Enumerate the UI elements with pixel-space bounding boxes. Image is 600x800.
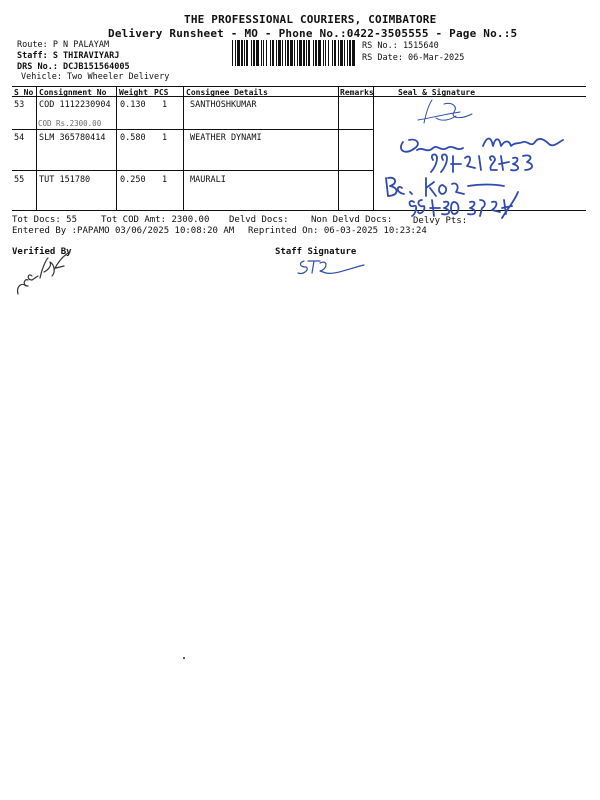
delivered-docs: Delvd Docs:: [229, 215, 289, 225]
total-cod-amount: Tot COD Amt: 2300.00: [101, 215, 210, 225]
header-consignment: Consignment No: [39, 88, 107, 97]
signature-row-53: [400, 96, 500, 130]
row-consignment: TUT 151780: [39, 175, 91, 185]
delivery-points: Delvy Pts:: [413, 216, 468, 226]
row-pcs: 1: [162, 100, 168, 110]
header-remarks: Remarks: [340, 88, 374, 97]
drs-number: DRS No.: DCJB151564005: [17, 62, 130, 72]
staff-signature: [294, 255, 374, 281]
row-weight: 0.130: [120, 100, 146, 110]
row-sno: 53: [14, 100, 25, 110]
row-weight: 0.250: [120, 175, 146, 185]
row-sno: 55: [14, 175, 25, 185]
verifier-signature: [12, 250, 82, 300]
vehicle-text: Vehicle: Two Wheeler Delivery: [21, 72, 170, 82]
non-delivered-docs: Non Delvd Docs:: [311, 215, 393, 225]
row-consignee: SANTHOSHKUMAR: [190, 100, 257, 110]
row-consignment: SLM 365780414: [39, 133, 106, 143]
verified-by-label: Verified By: [12, 247, 72, 257]
stray-mark: [183, 657, 185, 659]
rs-date: RS Date: 06-Mar-2025: [362, 53, 465, 63]
staff-signature-label: Staff Signature: [275, 247, 357, 257]
rs-number: RS No.: 1515640: [362, 41, 439, 51]
entered-by: Entered By :PAPAMO 03/06/2025 10:08:20 AM: [12, 226, 235, 236]
row-cod-note: COD Rs.2300.00: [38, 119, 102, 128]
header-pcs: PCS: [154, 88, 169, 97]
row-consignee: WEATHER DYNAMI: [190, 133, 262, 143]
signature-row-54: [395, 128, 575, 174]
row-pcs: 1: [162, 133, 168, 143]
row-pcs: 1: [162, 175, 168, 185]
header-weight: Weight: [119, 88, 148, 97]
runsheet-title: Delivery Runsheet - MO - Phone No.:0422-3505555 - Page No.:5: [108, 27, 518, 40]
barcode-image: [232, 40, 356, 66]
row-consignment: COD 1112230904: [39, 100, 111, 110]
staff-text: Staff: S THIRAVIYARJ: [17, 51, 120, 61]
header-seal-signature: Seal & Signature: [398, 88, 476, 97]
signature-row-55: [380, 172, 540, 220]
header-sno: S No: [14, 88, 34, 97]
row-weight: 0.580: [120, 133, 146, 143]
row-consignee: MAURALI: [190, 175, 226, 185]
reprinted-on: Reprinted On: 06-03-2025 10:23:24: [248, 226, 427, 236]
route-text: Route: P N PALAYAM: [17, 40, 110, 50]
header-consignee: Consignee Details: [186, 88, 268, 97]
company-name: THE PROFESSIONAL COURIERS, COIMBATORE: [184, 13, 437, 26]
total-docs: Tot Docs: 55: [12, 215, 78, 225]
row-sno: 54: [14, 133, 25, 143]
